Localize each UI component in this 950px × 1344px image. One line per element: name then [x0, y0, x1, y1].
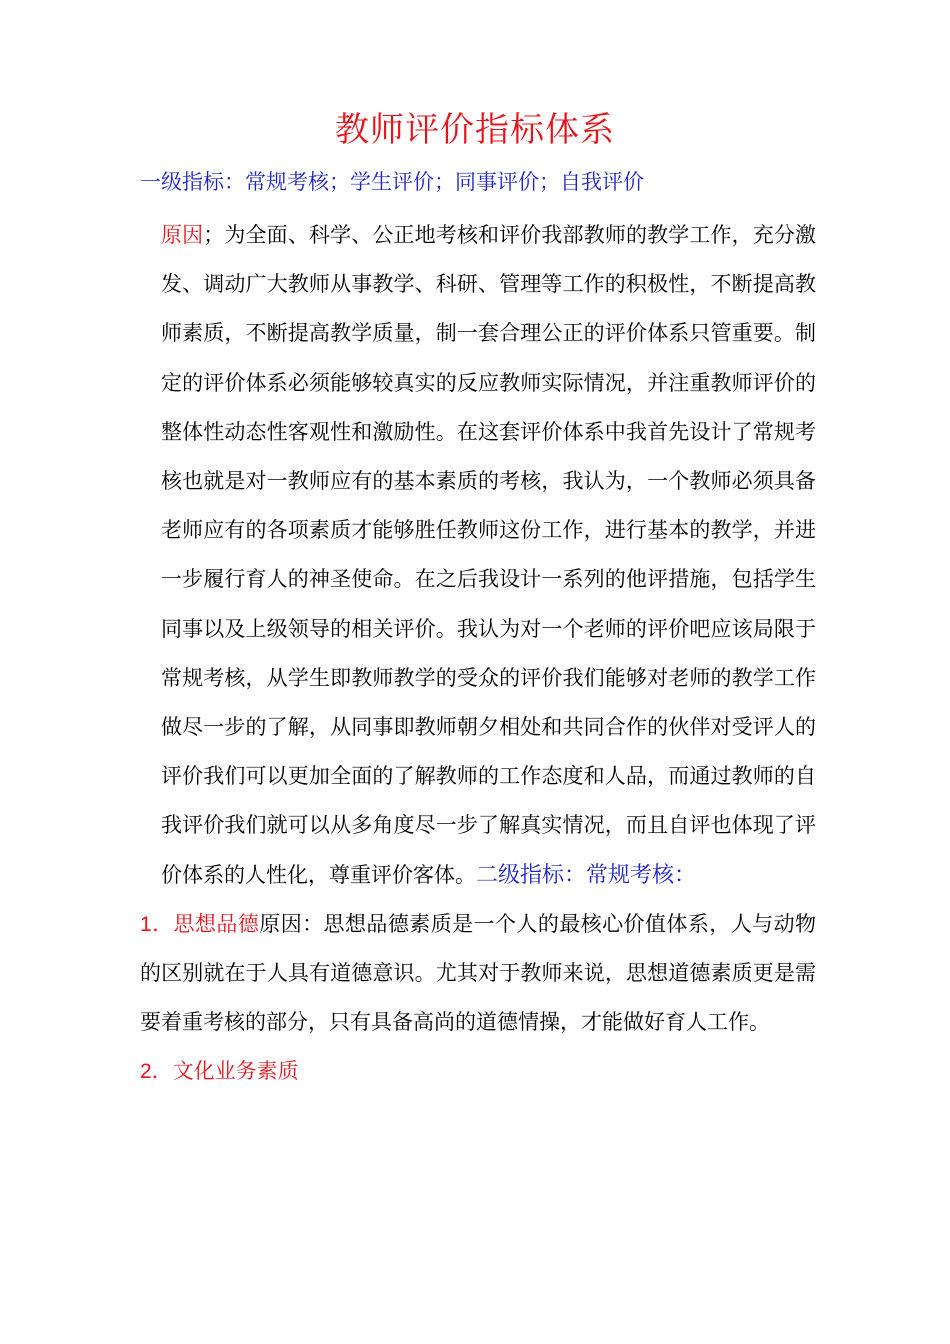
document-body [140, 211, 816, 1097]
document-title: 教师评价指标体系 [335, 110, 615, 150]
item-1-text: 原因：思想品德素质是一个人的最核心价值体系，人与动物的区别就在于人具有道德意识。尤其对于教师来说，思想道德素质更是需要着重考核的部分，只有具备高尚的道德情操，才能做好育人工作。 [140, 911, 816, 1035]
item-1-label: 思想品德 [173, 911, 260, 936]
item-2-label: 文化业务素质 [172, 1059, 299, 1084]
level2-heading: 二级指标：常规考核： [476, 862, 697, 888]
reason-paragraph [140, 211, 816, 900]
item-1-number: 1． [140, 912, 174, 936]
reason-text: ；为全面、科学、公正地考核和评价我部教师的教学工作，充分激发、调动广大教师从事教学、科研、管理等工作的积极性，不断提高教师素质，不断提高教学质量，制一套合理公正的评价体系只管重要。制定的评价体系必须能够较真实的反应教师实际情况，并注重教师评价的整体性动态性客观性和激励性。在这套评价体系中我首先设计了常规考核也就是对一教师应有的基本素质的考核，我认为，一个教师必须具备老师应有的各项素质才能够胜任教师这份工作，进行基本的教学，并进一步履行育人的神圣使命。在之后我设计一系列的他评措施，包括学生同事以及上级领导的相关评价。我认为对一个老师的评价吧应该局限于常规考核，从学生即教师教学的受众的评价我们能够对老师的教学工作做尽一步的了解，从同事即教师朝夕相处和共同合作的伙伴对受评人的评价我们可以更加全面的了解教师的工作态度和人品，而通过教师的自我评价我们就可以从多角度尽一步了解真实情况，而且自评也体现了评价体系的人性化，尊重评价客体。 [161, 223, 817, 887]
item-2 [140, 1047, 816, 1096]
item-2-number: 2． [140, 1060, 173, 1084]
level1-heading: 一级指标：常规考核；学生评价；同事评价；自我评价 [140, 170, 644, 194]
item-1 [140, 900, 816, 1048]
reason-label: 原因 [161, 223, 204, 247]
